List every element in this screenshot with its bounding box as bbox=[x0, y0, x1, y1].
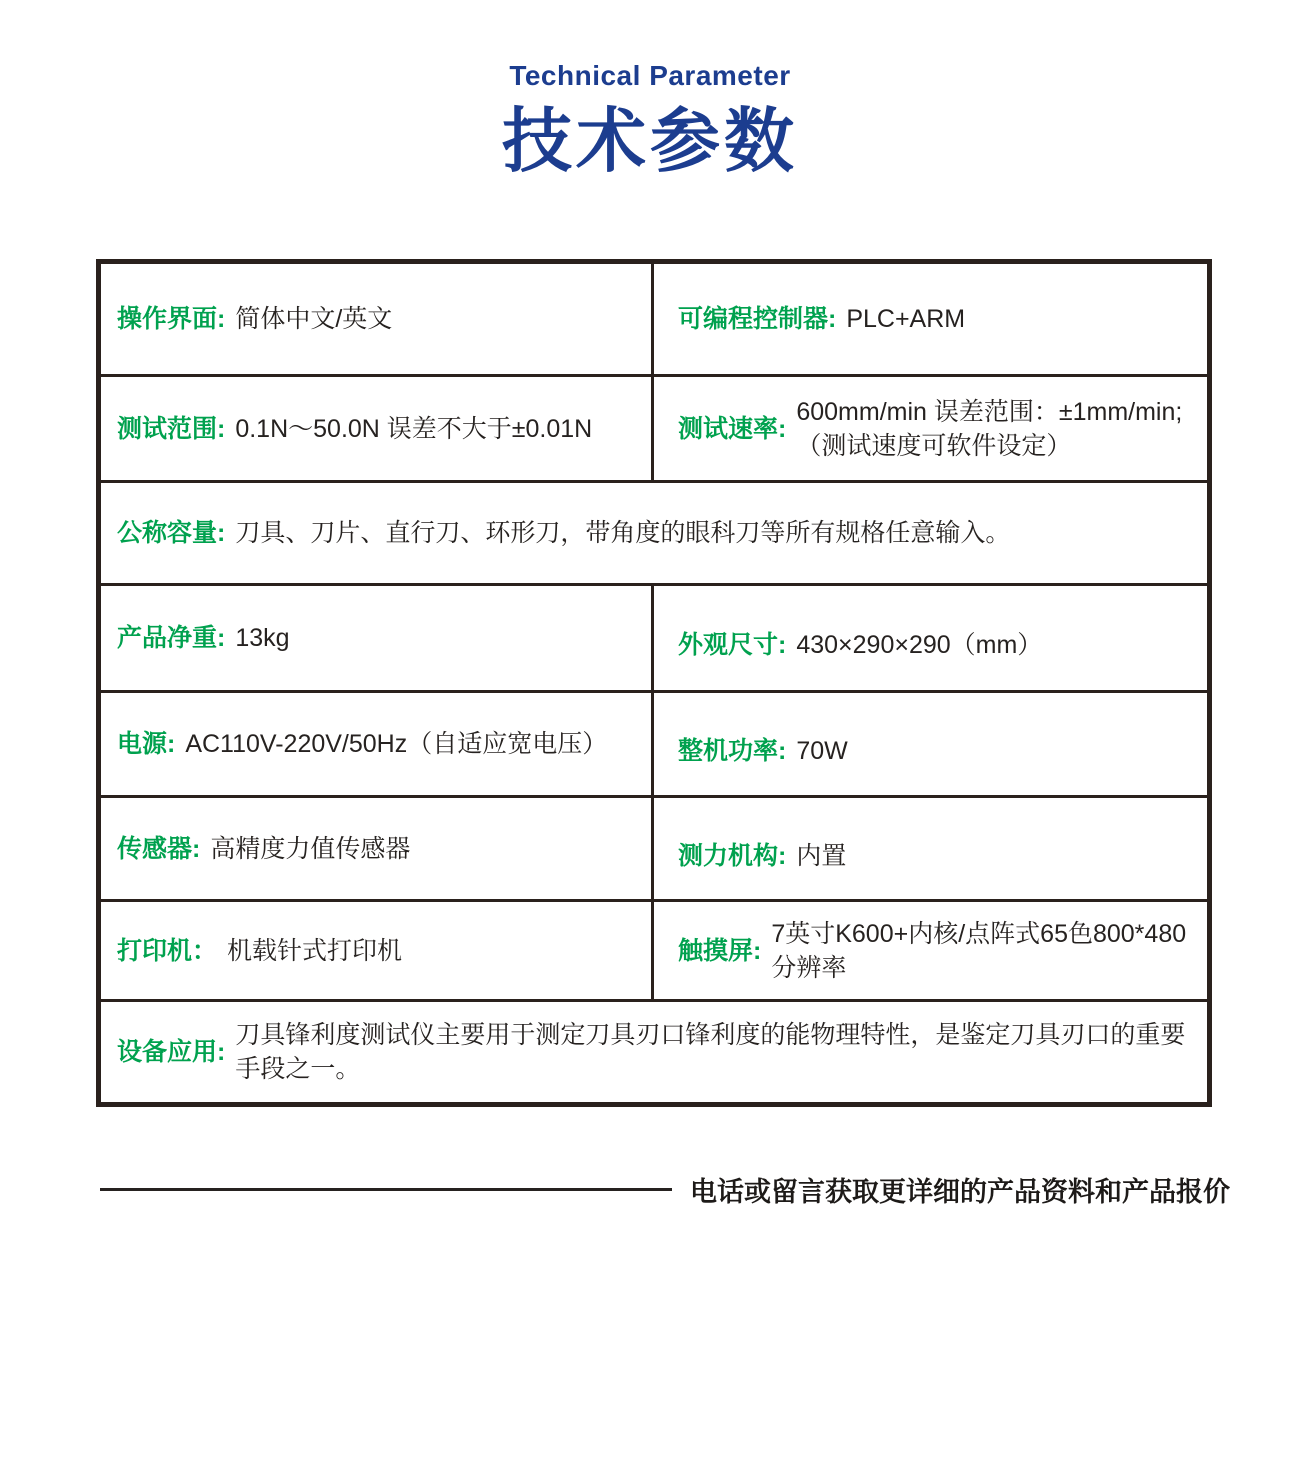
cell-operation-interface bbox=[101, 264, 654, 374]
cell-power-supply bbox=[101, 693, 654, 795]
footer bbox=[100, 1170, 1230, 1209]
param-value: 430×290×290（mm） bbox=[796, 631, 1043, 659]
param-label: 打印机： bbox=[117, 936, 218, 965]
table-row bbox=[101, 583, 1207, 690]
divider-line bbox=[100, 1188, 672, 1191]
cell-test-range bbox=[101, 377, 654, 480]
param-value: 7英寸K600+内核/点阵式65色800*480分辨率 bbox=[771, 919, 1187, 982]
param-value-line1: 600mm/min 误差范围：±1mm/min; bbox=[796, 397, 1183, 426]
contact-tagline: 电话或留言获取更详细的产品资料和产品报价 bbox=[690, 1177, 1230, 1207]
cell-test-speed bbox=[654, 377, 1207, 480]
param-value: AC110V-220V/50Hz（自适应宽电压） bbox=[185, 730, 608, 758]
cell-programmable-controller bbox=[654, 264, 1207, 374]
page-title: 技术参数 bbox=[502, 102, 798, 180]
cell-force-mechanism bbox=[654, 798, 1207, 899]
cell-touchscreen bbox=[654, 902, 1207, 999]
param-label: 测试速率: bbox=[678, 414, 787, 443]
param-label: 公称容量: bbox=[117, 519, 226, 547]
param-label: 设备应用: bbox=[117, 1038, 226, 1066]
cell-net-weight bbox=[101, 586, 654, 690]
table-row bbox=[101, 999, 1207, 1102]
spec-table bbox=[96, 259, 1212, 1107]
param-value: 内置 bbox=[796, 841, 847, 870]
param-label: 整机功率: bbox=[678, 737, 787, 765]
param-value: 简体中文/英文 bbox=[235, 305, 393, 333]
cell-sensor bbox=[101, 798, 654, 899]
cell-total-power bbox=[654, 693, 1207, 795]
cell-application bbox=[101, 1002, 1207, 1102]
param-label: 可编程控制器: bbox=[678, 305, 837, 333]
param-value-line2: （测试速度可软件设定） bbox=[796, 431, 1072, 460]
cell-nominal-capacity bbox=[101, 483, 1207, 583]
table-row bbox=[101, 795, 1207, 899]
param-label: 操作界面: bbox=[117, 305, 226, 333]
header-subtitle-en: Technical Parameter bbox=[509, 60, 791, 91]
param-label: 传感器: bbox=[117, 834, 201, 863]
param-label: 外观尺寸: bbox=[678, 631, 787, 659]
table-row bbox=[101, 374, 1207, 480]
param-value: 高精度力值传感器 bbox=[210, 834, 411, 863]
table-row bbox=[101, 264, 1207, 374]
cell-dimensions bbox=[654, 586, 1207, 690]
param-label: 产品净重: bbox=[117, 624, 226, 652]
table-row bbox=[101, 480, 1207, 583]
param-value: 机载针式打印机 bbox=[227, 936, 403, 965]
param-label: 触摸屏: bbox=[678, 936, 762, 965]
table-row bbox=[101, 899, 1207, 999]
param-value: 70W bbox=[796, 737, 848, 765]
param-value: PLC+ARM bbox=[846, 305, 966, 333]
param-label: 测力机构: bbox=[678, 841, 787, 870]
cell-printer bbox=[101, 902, 654, 999]
param-value: 刀具锋利度测试仪主要用于测定刀具刃口锋利度的能物理特性，是鉴定刀具刃口的重要手段之一。 bbox=[235, 1021, 1186, 1083]
param-value bbox=[796, 395, 1182, 463]
param-value: 0.1N～50.0N 误差不大于±0.01N bbox=[235, 414, 593, 443]
param-label: 测试范围: bbox=[117, 414, 226, 443]
param-value: 13kg bbox=[235, 624, 290, 652]
table-row bbox=[101, 690, 1207, 795]
page-header bbox=[0, 58, 1300, 184]
param-label: 电源: bbox=[117, 730, 176, 758]
param-value: 刀具、刀片、直行刀、环形刀，带角度的眼科刀等所有规格任意输入。 bbox=[235, 519, 1011, 547]
